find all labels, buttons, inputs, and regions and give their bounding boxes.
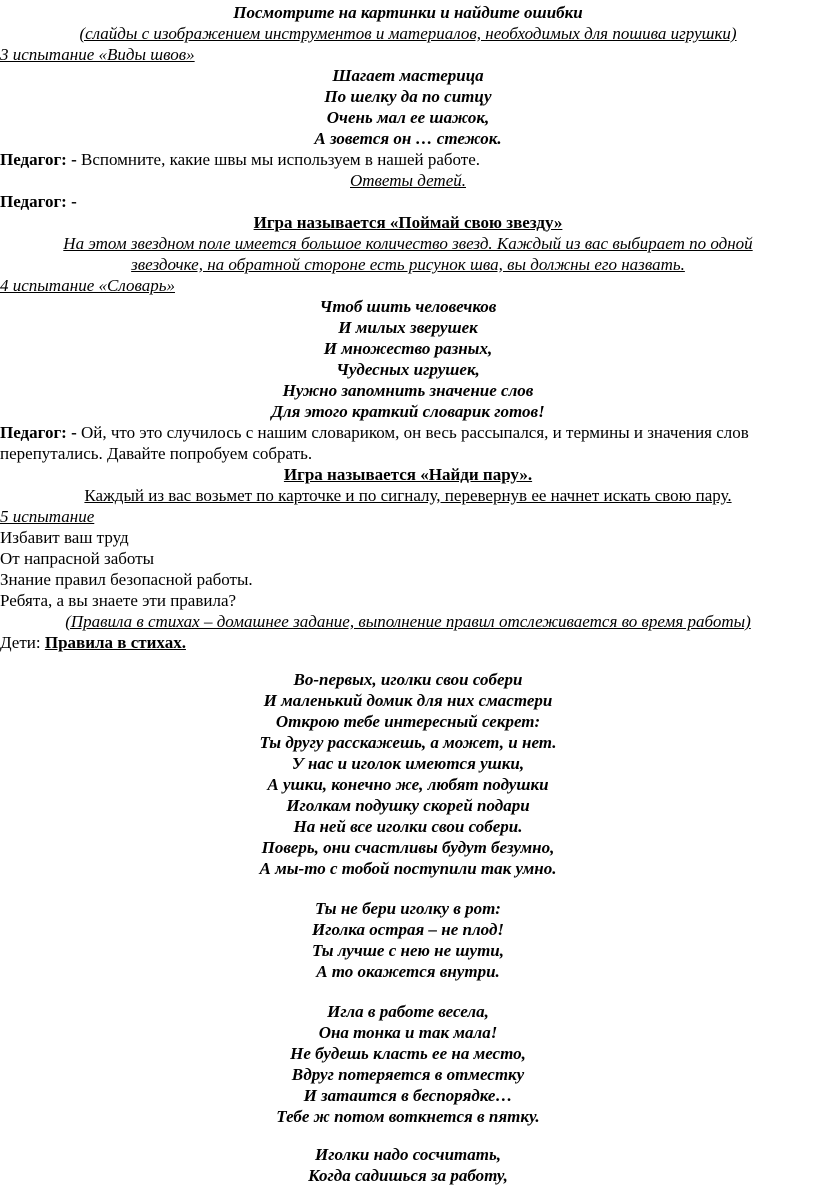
test4-poem-line: И милых зверушек [338,318,478,337]
test3-heading: 3 испытание «Виды швов» [0,45,195,64]
teacher-label: Педагог: - [0,150,77,169]
teacher-text-continued: перепутались. Давайте попробуем собрать. [0,444,313,463]
game-title: Игра называется «Найди пару». [283,465,533,484]
rules-poem-line: Вдруг потеряется в отместку [291,1065,525,1084]
test5-heading: 5 испытание [0,507,95,526]
teacher-line [0,149,816,170]
test4-poem-line: Чудесных игрушек, [336,360,480,379]
rules-poem-line: Иголки надо сосчитать, [314,1145,502,1164]
rules-poem-line: И затаится в беспорядке… [303,1086,513,1105]
test5-verse-line: Ребята, а вы знаете эти правила? [0,591,237,610]
teacher-label: Педагог: - [0,423,77,442]
rules-poem-line: У нас и иголок имеются ушки, [291,754,525,773]
rules-poem-line: Тебе ж потом воткнется в пятку. [276,1107,540,1126]
test5-verse-line: От напрасной заботы [0,549,155,568]
rules-poem-line: Открою тебе интересный секрет: [275,712,541,731]
rules-poem-line: Ты не бери иголку в рот: [315,899,501,918]
rules-poem-line: А ушки, конечно же, любят подушки [267,775,549,794]
rules-poem-line: Она тонка и так мала! [318,1023,498,1042]
rules-poem-line: На ней все иголки свои собери. [293,817,523,836]
children-label: Дети: [0,633,45,652]
test3-poem-line: Шагает мастерица [332,66,484,85]
game-description: Каждый из вас возьмет по карточке и по сигналу, перевернув ее начнет искать свою пару. [84,486,732,505]
children-text: Правила в стихах. [44,633,186,652]
rules-poem-line: Поверь, они счастливы будут безумно, [261,838,555,857]
test5-verse-line: Знание правил безопасной работы. [0,570,253,589]
rules-poem-line: Когда садишься за работу, [308,1166,508,1185]
homework-note: (Правила в стихах – домашнее задание, выполнение правил отслеживается во время работы) [65,612,751,631]
rules-poem-line: Иголка острая – не плод! [311,920,504,939]
test4-poem-line: Для этого краткий словарик готов! [271,402,545,421]
test4-poem-line: Чтоб шить человечков [319,297,497,316]
rules-poem-line: Во-первых, иголки свои собери [293,670,523,689]
children-answers: Ответы детей. [350,171,466,190]
rules-poem-line: Не будешь класть ее на место, [290,1044,526,1063]
test5-verse-line: Избавит ваш труд [0,528,129,547]
slides-note: (слайды с изображением инструментов и материалов, необходимых для пошива игрушки) [79,24,737,43]
rules-poem-line: А то окажется внутри. [316,962,500,981]
game-description: звездочке, на обратной стороне есть рисунок шва, вы должны его назвать. [131,255,685,274]
test3-poem-line: А зовется он … стежок. [314,129,502,148]
rules-poem-line: Ты другу расскажешь, а может, и нет. [259,733,557,752]
test4-heading: 4 испытание «Словарь» [0,276,175,295]
teacher-line [0,422,816,443]
teacher-text: Вспомните, какие швы мы используем в нашей работе. [76,150,481,169]
page-title: Посмотрите на картинки и найдите ошибки [233,3,583,22]
rules-poem-line: А мы-то с тобой поступили так умно. [259,859,557,878]
children-line [0,632,816,653]
teacher-text: Ой, что это случилось с нашим словариком, он весь рассыпался, и термины и значения слов [76,423,749,442]
test4-poem-line: Нужно запомнить значение слов [282,381,534,400]
rules-poem-line: Игла в работе весела, [327,1002,489,1021]
rules-poem-line: Ты лучше с нею не шути, [311,941,505,960]
rules-poem-line: Иголкам подушку скорей подари [286,796,530,815]
game-title: Игра называется «Поймай свою звезду» [253,213,563,232]
test3-poem-line: По шелку да по ситцу [324,87,492,106]
teacher-label: Педагог: - [0,192,77,211]
test3-poem-line: Очень мал ее шажок, [326,108,490,127]
game-description: На этом звездном поле имеется большое количество звезд. Каждый из вас выбирает по одной [63,234,753,253]
test4-poem-line: И множество разных, [323,339,493,358]
rules-poem-line: И маленький домик для них смастери [263,691,553,710]
